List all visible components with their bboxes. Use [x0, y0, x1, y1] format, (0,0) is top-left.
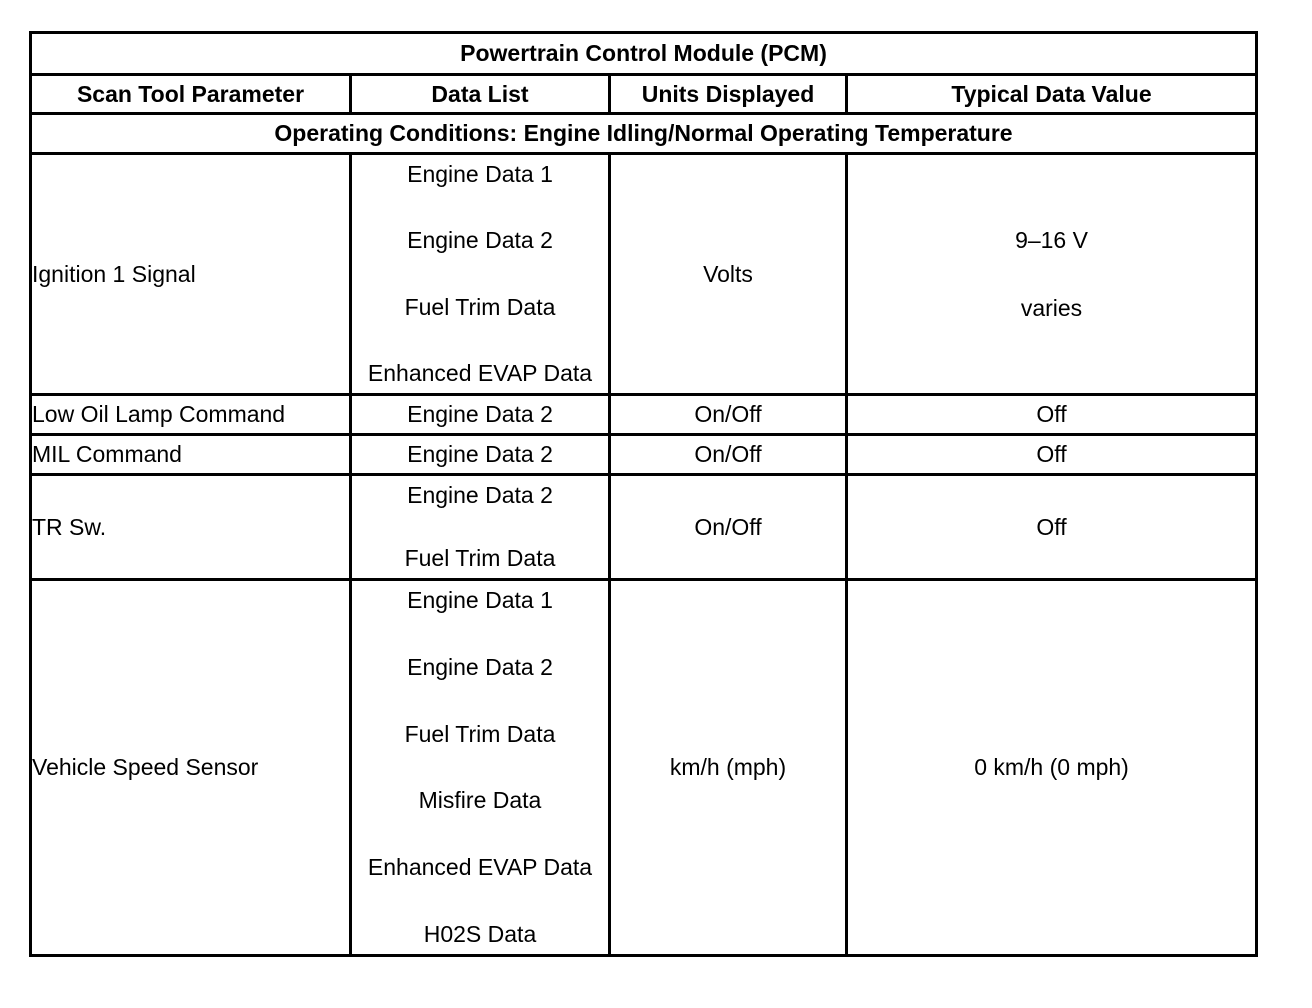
- data-list-cell: Engine Data 2: [351, 435, 610, 475]
- data-list-cell: [351, 475, 610, 580]
- typical-value: 9–16 V: [1015, 226, 1088, 253]
- data-list-item: Misfire Data: [418, 787, 542, 814]
- data-list-item: Engine Data 1: [407, 161, 553, 187]
- header-typical-data-value: Typical Data Value: [847, 75, 1257, 114]
- data-list-item: Fuel Trim Data: [404, 293, 556, 320]
- parameter-cell: Ignition 1 Signal: [31, 154, 351, 395]
- units-cell: On/Off: [610, 395, 847, 435]
- data-list-cell: Engine Data 2: [351, 395, 610, 435]
- operating-conditions-row: [31, 114, 1257, 154]
- data-list-cell: [351, 154, 610, 395]
- parameter-cell: Vehicle Speed Sensor: [31, 580, 351, 956]
- units-cell: On/Off: [610, 475, 847, 580]
- table-row: [31, 475, 1257, 580]
- data-list-item: Engine Data 2: [407, 653, 553, 680]
- operating-conditions: Operating Conditions: Engine Idling/Normal Operating Temperature: [31, 114, 1257, 154]
- header-units-displayed: Units Displayed: [610, 75, 847, 114]
- units-cell: Volts: [610, 154, 847, 395]
- data-list-item: Enhanced EVAP Data: [367, 359, 593, 386]
- table-row: [31, 154, 1257, 395]
- typical-value-cell: Off: [847, 395, 1257, 435]
- typical-value-cell: 0 km/h (0 mph): [847, 580, 1257, 956]
- data-list-item: Engine Data 1: [407, 587, 553, 613]
- parameter-cell: TR Sw.: [31, 475, 351, 580]
- header-data-list: Data List: [351, 75, 610, 114]
- parameter-cell: Low Oil Lamp Command: [31, 395, 351, 435]
- pcm-data-table: [29, 31, 1258, 957]
- header-scan-tool-parameter: Scan Tool Parameter: [31, 75, 351, 114]
- units-cell: km/h (mph): [610, 580, 847, 956]
- data-list-cell: [351, 580, 610, 956]
- table-title-row: [31, 33, 1257, 75]
- table-title: Powertrain Control Module (PCM): [31, 33, 1257, 75]
- table-header-row: [31, 75, 1257, 114]
- table-row: [31, 580, 1257, 956]
- data-list-item: H02S Data: [423, 920, 537, 947]
- typical-value-cell: [847, 154, 1257, 395]
- parameter-cell: MIL Command: [31, 435, 351, 475]
- data-list-item: Fuel Trim Data: [404, 720, 556, 747]
- typical-value: varies: [1020, 294, 1083, 321]
- units-cell: On/Off: [610, 435, 847, 475]
- pcm-data-table-container: [29, 31, 1258, 957]
- table-row: [31, 395, 1257, 435]
- data-list-item: Engine Data 2: [407, 482, 553, 508]
- typical-value-cell: Off: [847, 475, 1257, 580]
- data-list-item: Fuel Trim Data: [404, 545, 556, 571]
- data-list-item: Engine Data 2: [407, 227, 553, 254]
- table-row: [31, 435, 1257, 475]
- data-list-item: Enhanced EVAP Data: [367, 854, 593, 881]
- typical-value-cell: Off: [847, 435, 1257, 475]
